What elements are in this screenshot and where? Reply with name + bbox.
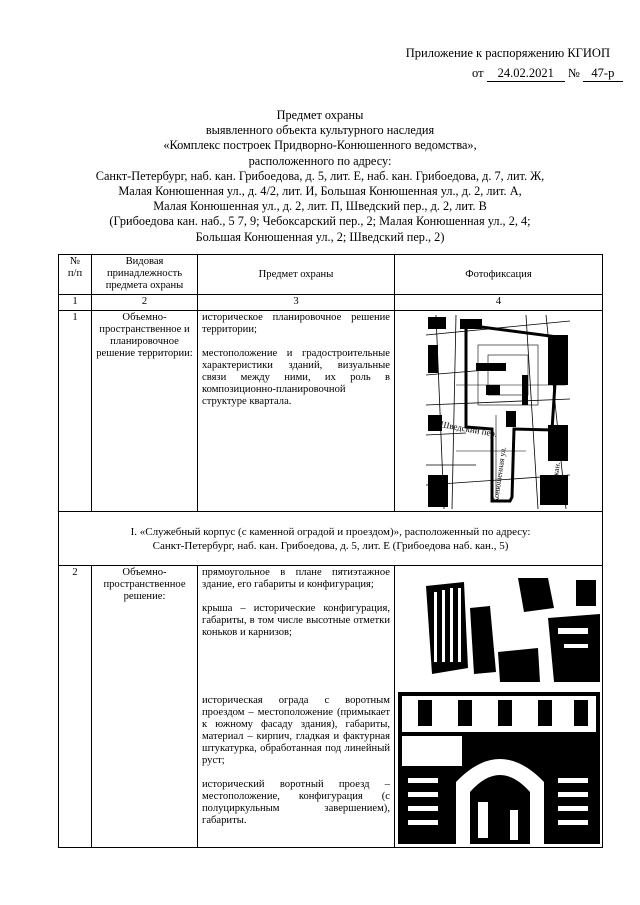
order-date: 24.02.2021: [487, 66, 565, 82]
section-heading: [59, 512, 603, 566]
date-prefix: от: [472, 66, 484, 80]
subject-item: историческая ограда с воротным проездом – местоположение (примыкает к южному фасаду здания), габариты, материал – кирпич, гладкая и фактурная штукатурка, обработанная под линейный руст;: [202, 695, 390, 766]
section-line: I. «Служебный корпус (с каменной оградой и проездом)», расположенный по адресу:: [130, 525, 531, 538]
document-title: [60, 108, 580, 245]
appendix-label: Приложение к распоряжению КГИОП: [405, 46, 610, 60]
col-number: 2: [92, 295, 198, 311]
title-line: Малая Конюшенная ул., д. 2, лит. П, Шведский пер., д. 2, лит. В: [153, 199, 487, 214]
column-number-row: [59, 295, 603, 311]
order-number: 47-р: [583, 66, 623, 82]
subject-item: исторический воротный проезд – местоположение, конфигурация (с полуциркульным завершением), габариты.: [202, 779, 390, 826]
row-type: Объемно-пространственное решение:: [92, 566, 198, 848]
header-photo: Фотофиксация: [395, 255, 603, 295]
row-type: Объемно-пространственное и планировочное решение территории:: [92, 311, 198, 512]
subject-item: местоположение и градостроительные характеристики зданий, визуальные связи между ними, их роль в композиционно-планировочной структуре квартала.: [202, 348, 390, 407]
col-number: 1: [59, 295, 92, 311]
title-line: расположенного по адресу:: [248, 153, 392, 168]
gate-photo: [398, 692, 600, 844]
subject-item: историческое планировочное решение территории;: [202, 312, 390, 335]
header-subject: Предмет охраны: [198, 255, 395, 295]
subject-item: прямоугольное в плане пятиэтажное здание, его габариты и конфигурация;: [202, 567, 390, 590]
title-line: Санкт-Петербург, наб. кан. Грибоедова, д. 5, лит. Е, наб. кан. Грибоедова, д. 7, лит. Ж,: [95, 168, 545, 183]
title-line: Малая Конюшенная ул., д. 4/2, лит. И, Большая Конюшенная ул., д. 2, лит. А,: [118, 184, 522, 199]
map-image: [426, 315, 570, 509]
section-line: Санкт-Петербург, наб. кан. Грибоедова, д. 5, лит. Е (Грибоедова наб. кан., 5): [152, 539, 509, 552]
map-label: Конюшенная ул.: [491, 446, 508, 504]
map-label: Шведский пер.: [439, 419, 499, 439]
number-prefix: №: [567, 66, 580, 80]
order-date-line: [472, 66, 623, 82]
row-subject: [198, 566, 395, 848]
section-row: [59, 512, 603, 566]
title-line: Предмет охраны: [276, 108, 364, 122]
aerial-photo: [398, 578, 600, 682]
title-line: Большая Конюшенная ул., 2; Шведский пер., 2): [195, 229, 445, 244]
map-label: Конюш. кан. наб.: [547, 445, 565, 506]
title-line: выявленного объекта культурного наследия: [205, 123, 435, 138]
title-line: (Грибоедова кан. наб., 5 7, 9; Чебоксарский пер., 2; Малая Конюшенная ул., 2, 4;: [109, 214, 531, 229]
header-num: № п/п: [59, 255, 92, 295]
header-type: Видовая принадлежность предмета охраны: [92, 255, 198, 295]
row-number: 1: [59, 311, 92, 512]
col-number: 3: [198, 295, 395, 311]
title-line: «Комплекс построек Придворно-Конюшенного ведомства»,: [163, 138, 477, 153]
row-number: 2: [59, 566, 92, 848]
col-number: 4: [395, 295, 603, 311]
subject-item: крыша – исторические конфигурация, габариты, в том числе высотные отметки коньков и карнизов;: [202, 603, 390, 638]
row-subject: [198, 311, 395, 512]
header-row: [59, 255, 603, 295]
